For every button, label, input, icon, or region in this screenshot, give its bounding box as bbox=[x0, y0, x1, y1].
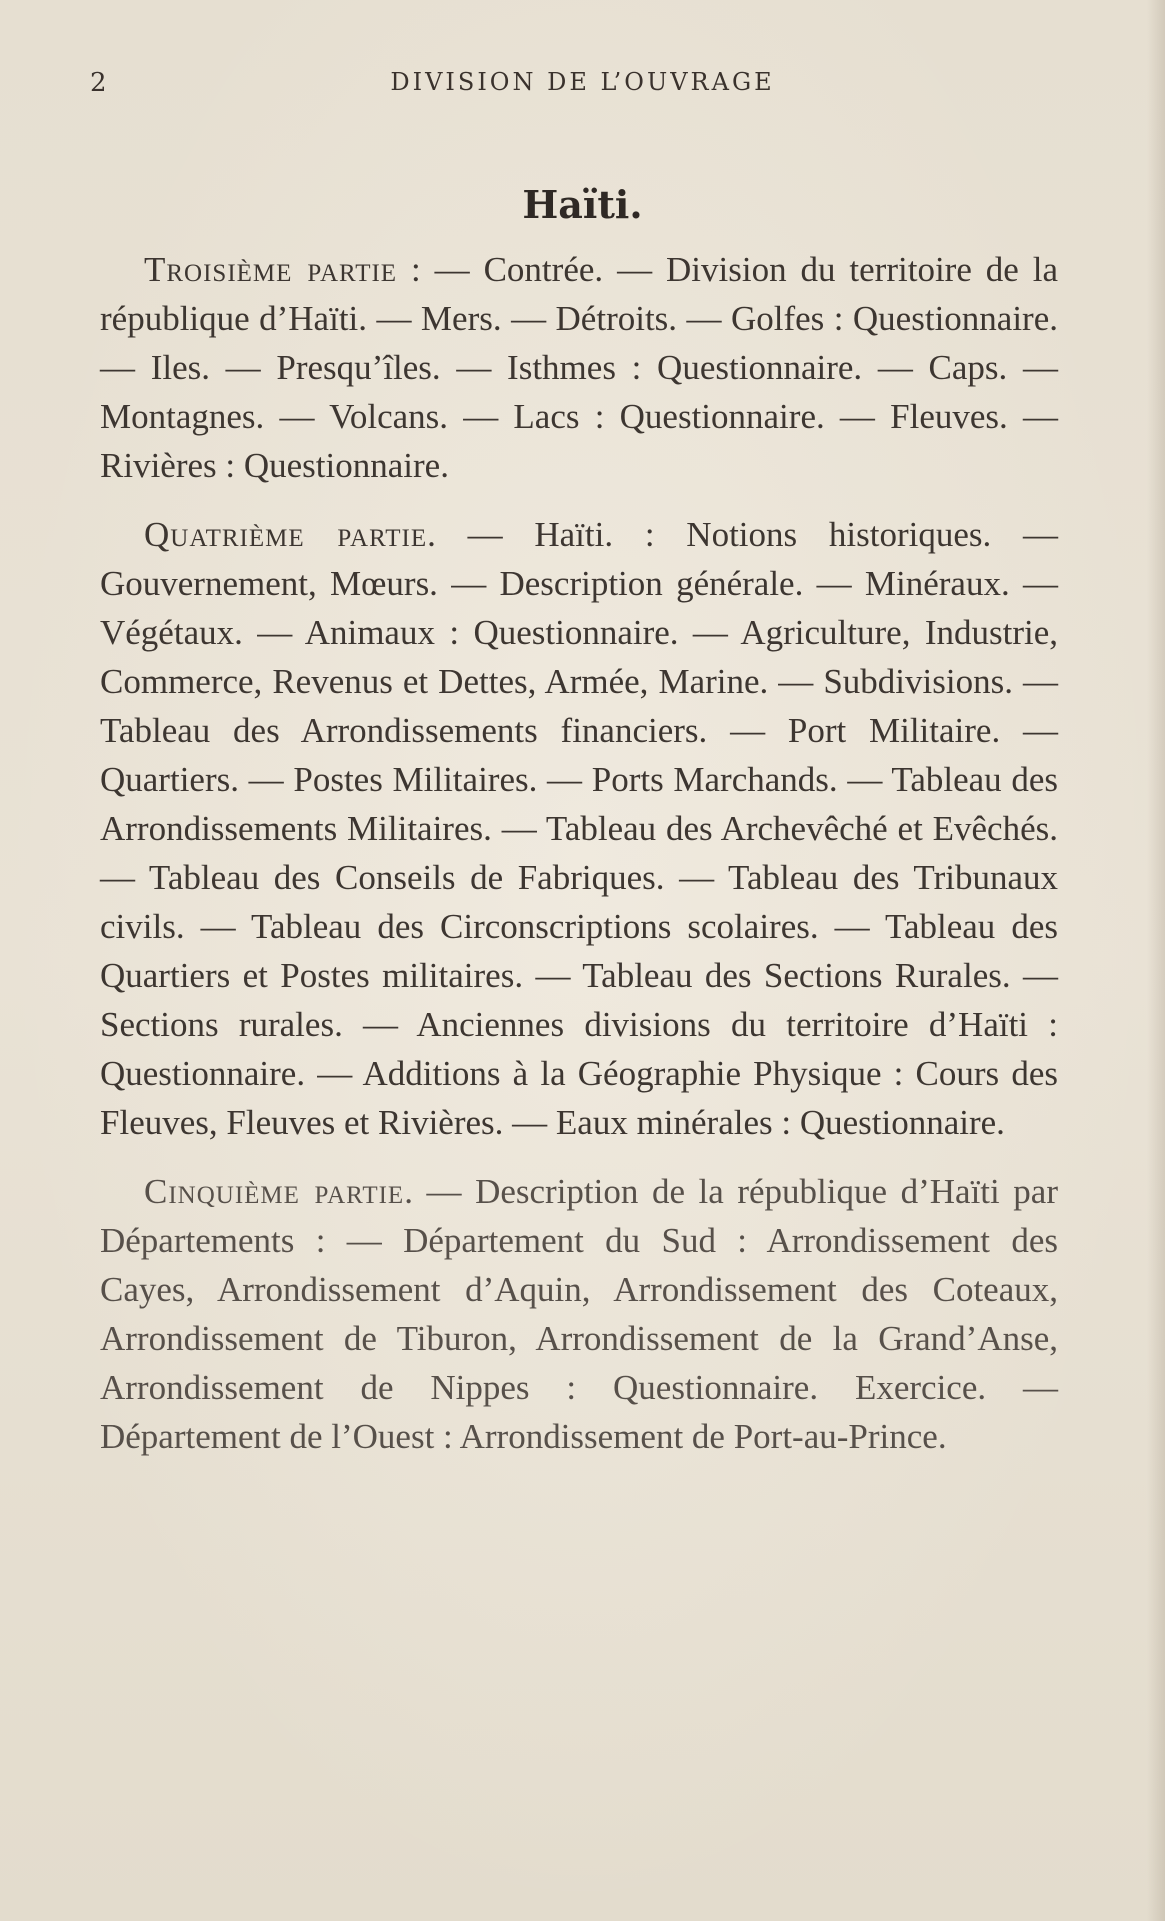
paragraph-cinquieme-partie bbox=[100, 1167, 1058, 1461]
paragraph-troisieme-partie bbox=[100, 245, 1058, 490]
paragraph-text: . — Haïti. : Notions historiques. — Gouvernement, Mœurs. — Description générale. — Minéraux. — Végétaux. — Animaux : Questionnaire. — Agriculture, Industrie, Commerce, Revenus et Dettes, Armée, Marine. — Subdivisions. — Tableau des Arrondissements financiers. — Port Militaire. — Quartiers. — Postes Militaires. — Ports Marchands. — Tableau des Arrondissements Militaires. — Tableau des Archevêché et Evêchés. — Tableau des Conseils de Fabriques. — Tableau des Tribunaux civils. — Tableau des Circonscriptions scolaires. — Tableau des Quartiers et Postes militaires. — Tableau des Sections Rurales. — Sections rurales. — Anciennes divisions du territoire d’Haïti : Questionnaire. — Additions à la Géographie Physique : Cours des Fleuves, Fleuves et Rivières. — Eaux minérales : Questionnaire. bbox=[100, 515, 1059, 1142]
page-number: 2 bbox=[90, 68, 107, 98]
part-label: Cinquième partie bbox=[144, 1172, 405, 1211]
running-title: DIVISION DE L’OUVRAGE bbox=[390, 68, 775, 96]
table-of-contents-body bbox=[100, 245, 1058, 1481]
running-head bbox=[0, 62, 1165, 102]
paragraph-quatrieme-partie bbox=[100, 510, 1058, 1147]
part-label: Troisième partie bbox=[144, 250, 398, 289]
paragraph-text: . — Description de la république d’Haïti par Départements : — Département du Sud : Arrondissement des Cayes, Arrondissement d’Aquin, Arrondissement des Coteaux, Arrondissement de Tiburon, Arrondissement de la Grand’Anse, Arrondissement de Nippes : Questionnaire. Exercice. — Département de l’Ouest : Arrondissement de Port-au-Prince. bbox=[100, 1172, 1058, 1456]
part-label: Quatrième partie bbox=[144, 515, 428, 554]
section-title: Haïti. bbox=[522, 182, 643, 227]
paragraph-text: : — Contrée. — Division du territoire de la république d’Haïti. — Mers. — Détroits. — Golfes : Questionnaire. — Iles. — Presqu’îles. — Isthmes : Questionnaire. — Caps. — Montagnes. — Volcans. — Lacs : Questionnaire. — Fleuves. — Rivières : Questionnaire. bbox=[100, 250, 1059, 485]
